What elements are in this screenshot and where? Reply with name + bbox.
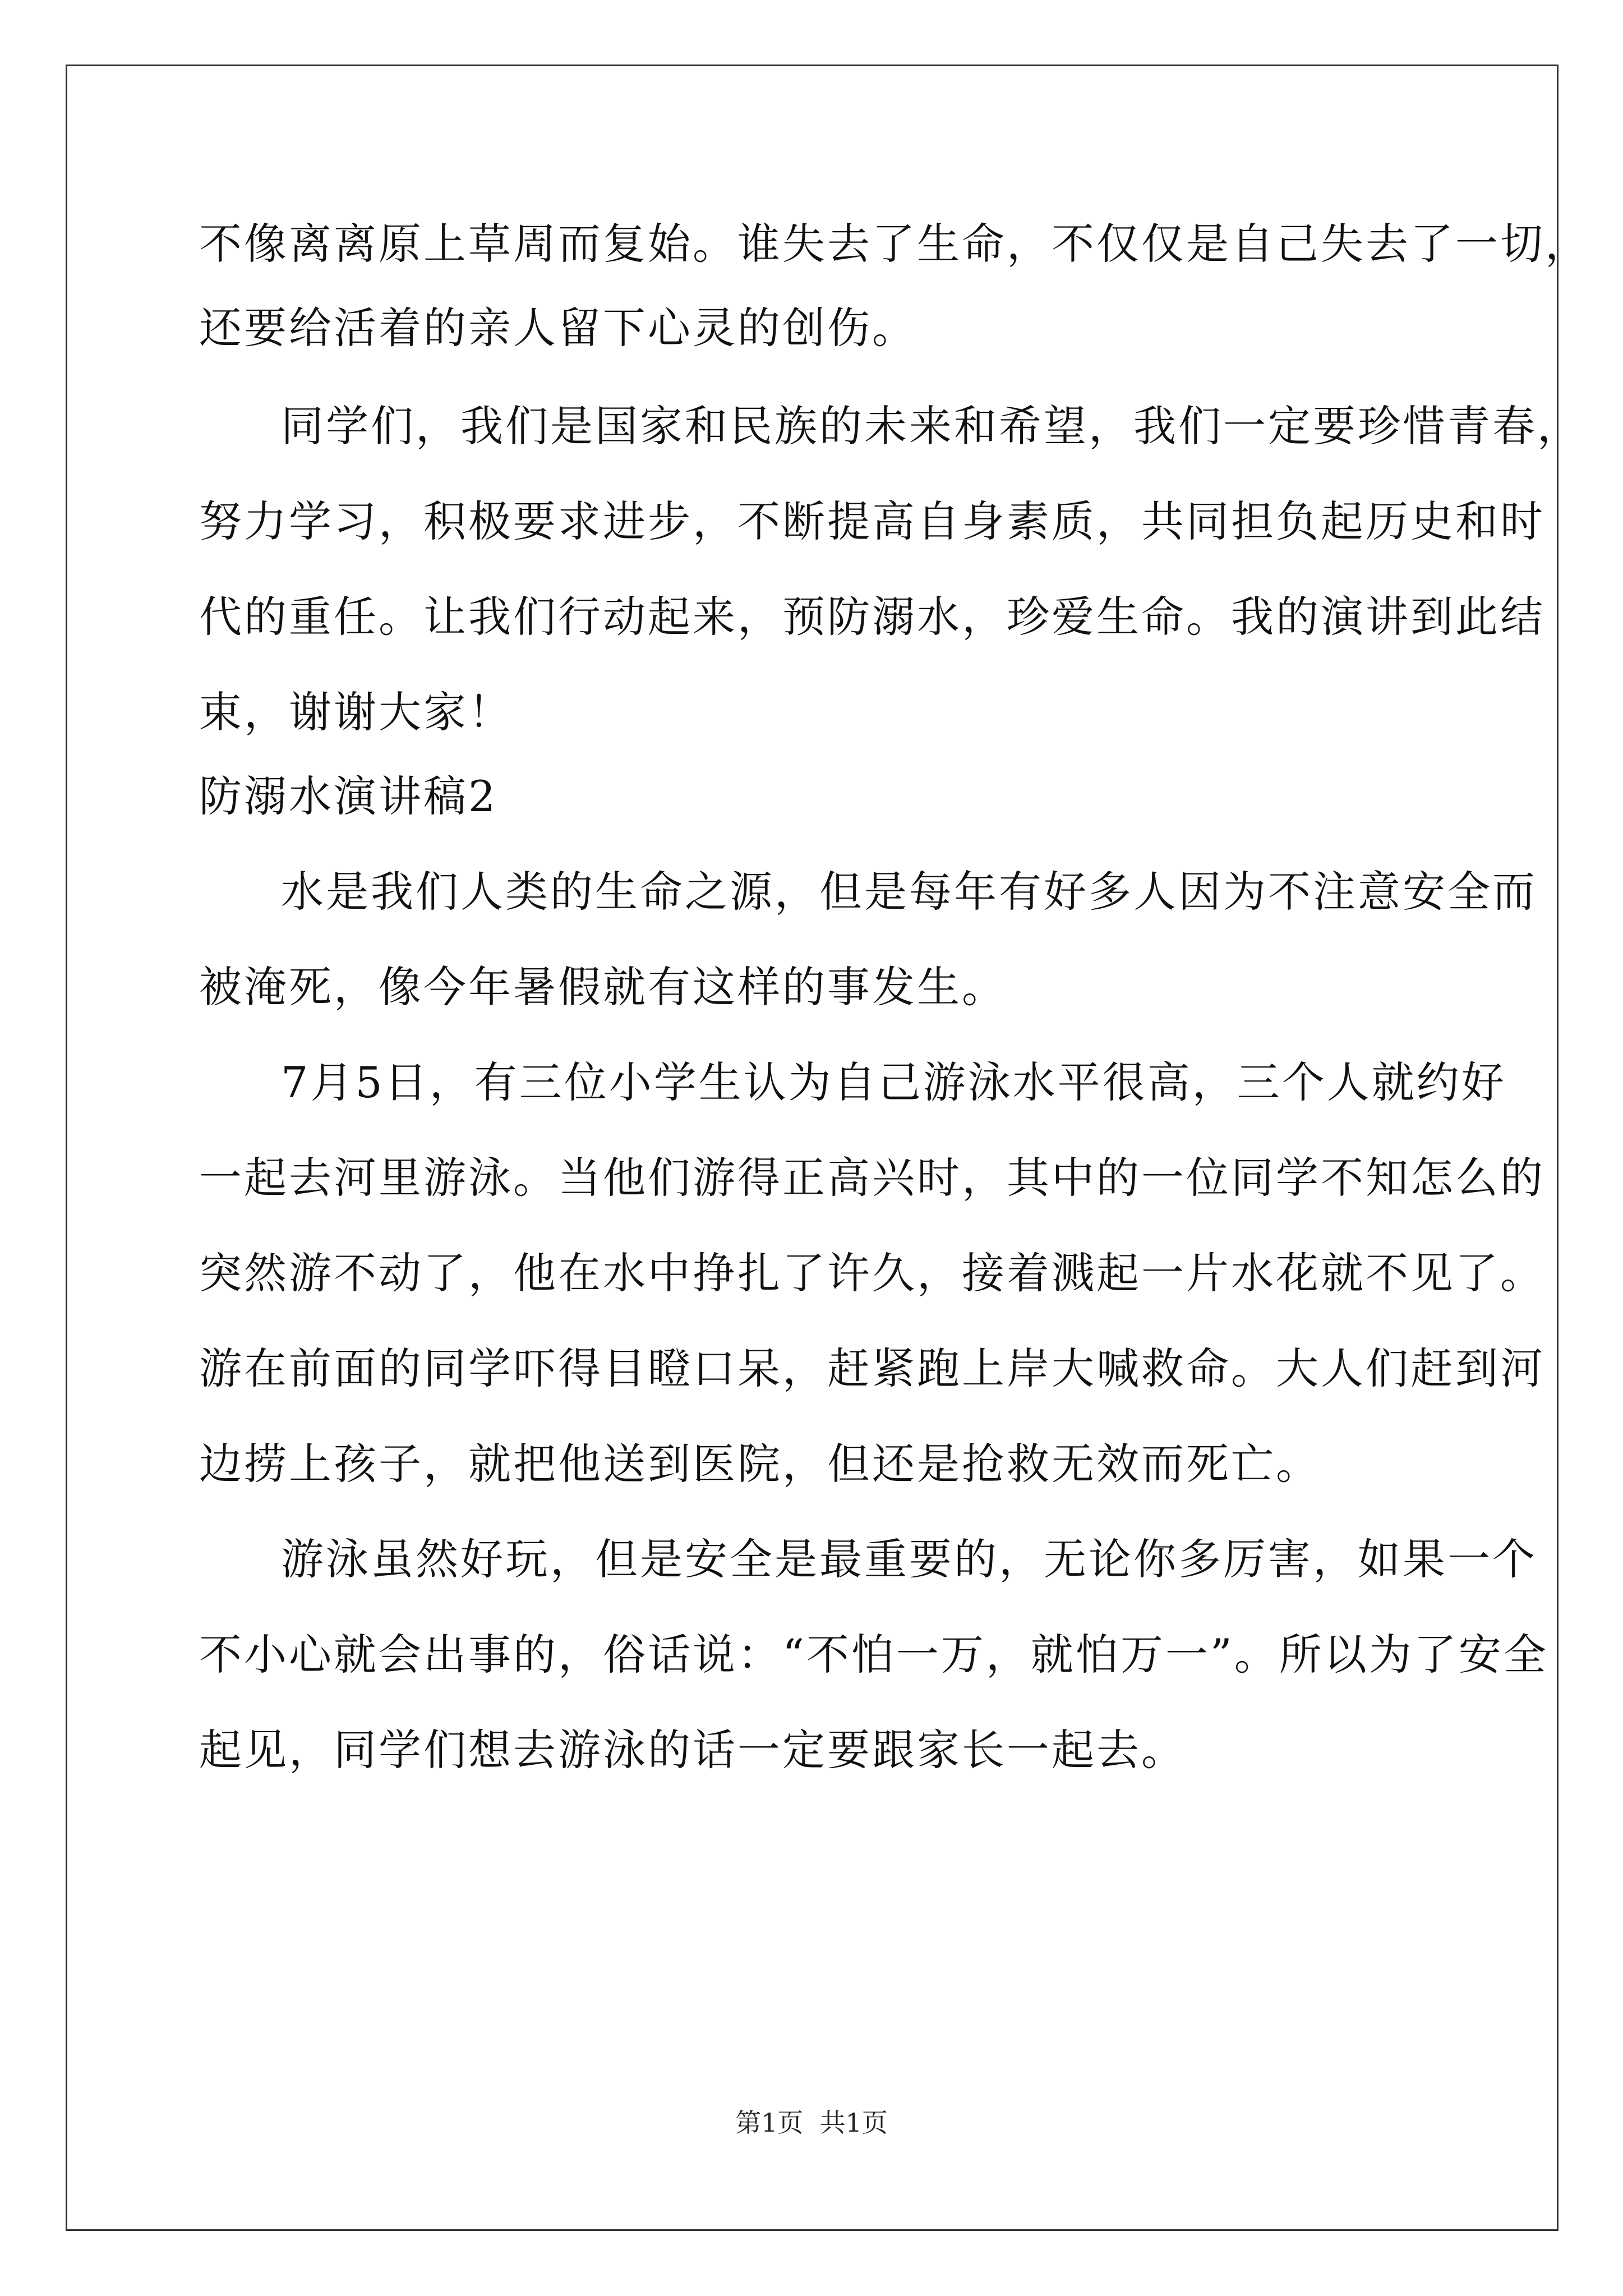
paragraph-line: 不小心就会出事的，俗话说：“不怕一万，就怕万一”。所以为了安全 xyxy=(199,1630,1548,1680)
paragraph-line: 游泳虽然好玩，但是安全是最重要的，无论你多厉害，如果一个 xyxy=(281,1534,1537,1584)
paragraph-line: 努力学习，积极要求进步，不断提高自身素质，共同担负起历史和时 xyxy=(199,496,1545,546)
paragraph-line: 突然游不动了，他在水中挣扎了许久，接着溅起一片水花就不见了。 xyxy=(199,1248,1545,1298)
paragraph-line: 同学们，我们是国家和民族的未来和希望，我们一定要珍惜青春， xyxy=(281,401,1582,451)
paragraph-line: 不像离离原上草周而复始。谁失去了生命，不仅仅是自己失去了一切， xyxy=(199,219,1590,269)
paragraph-line: 代的重任。让我们行动起来，预防溺水，珍爱生命。我的演讲到此结 xyxy=(199,592,1545,642)
section-heading: 防溺水演讲稿2 xyxy=(199,771,498,821)
paragraph-line: 7月5日，有三位小学生认为自己游泳水平很高，三个人就约好 xyxy=(281,1057,1506,1107)
paragraph-line: 边捞上孩子，就把他送到医院，但还是抢救无效而死亡。 xyxy=(199,1439,1321,1489)
paragraph-line: 还要给活着的亲人留下心灵的创伤。 xyxy=(199,303,917,353)
paragraph-line: 一起去河里游泳。当他们游得正高兴时，其中的一位同学不知怎么的 xyxy=(199,1153,1545,1203)
paragraph-line: 束，谢谢大家！ xyxy=(199,687,513,737)
page-footer: 第1页 共1页 xyxy=(735,2108,888,2138)
paragraph-line: 游在前面的同学吓得目瞪口呆，赶紧跑上岸大喊救命。大人们赶到河 xyxy=(199,1343,1545,1393)
paragraph-line: 水是我们人类的生命之源，但是每年有好多人因为不注意安全而 xyxy=(281,867,1537,917)
paragraph-line: 被淹死，像今年暑假就有这样的事发生。 xyxy=(199,962,1007,1012)
paragraph-line: 起见，同学们想去游泳的话一定要跟家长一起去。 xyxy=(199,1725,1186,1775)
